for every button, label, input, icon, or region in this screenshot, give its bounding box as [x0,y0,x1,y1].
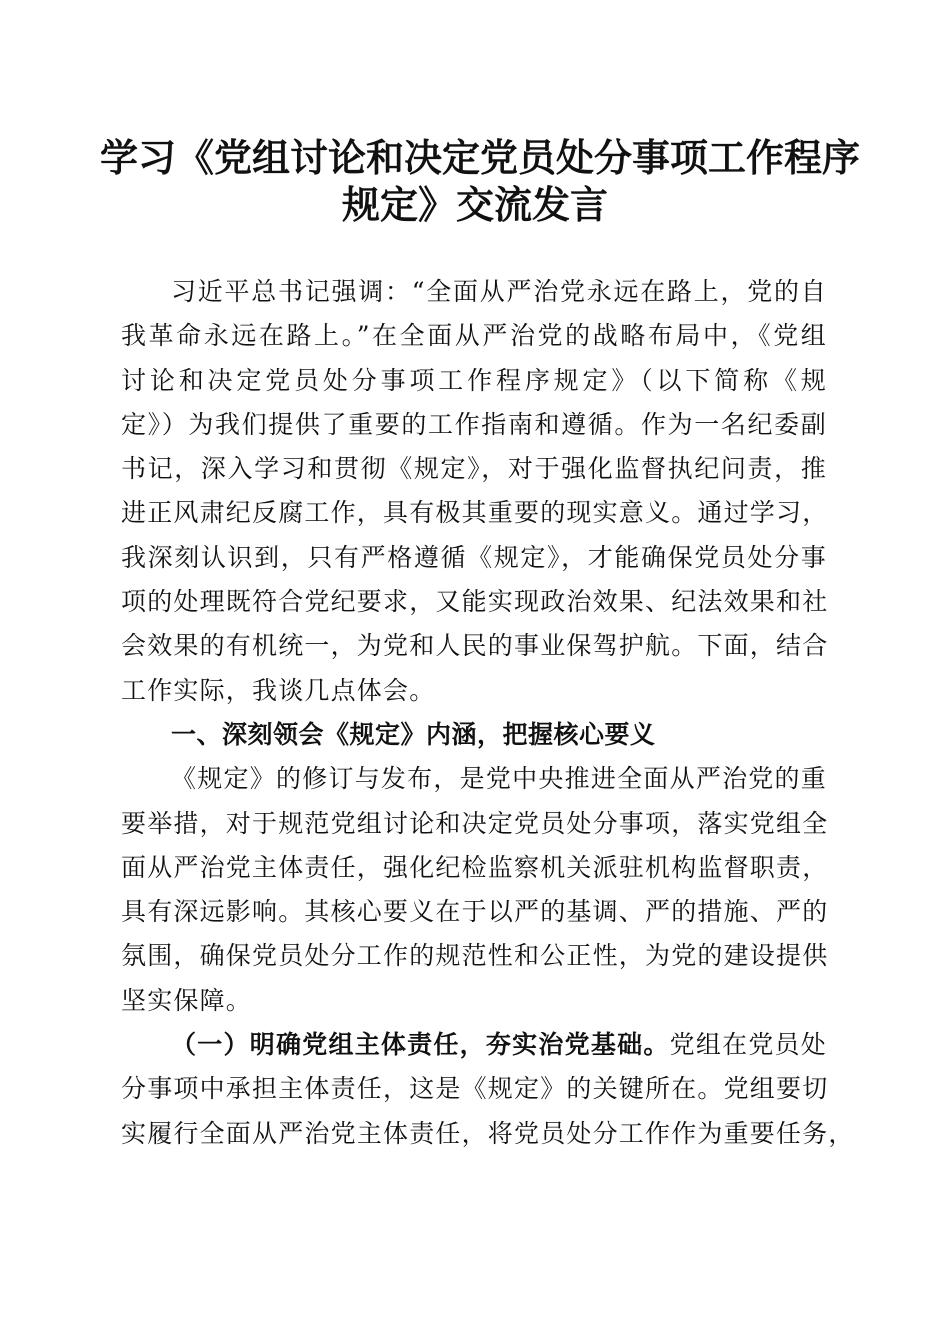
text-line: 氛围，确保党员处分工作的规范性和公正性，为党的建设提供 [121,941,829,971]
text-line: 面从严治党主体责任，强化纪检监察机关派驻机构监督职责， [121,852,829,882]
text-line: 分事项中承担主体责任，这是《规定》的关键所在。党组要切 [121,1074,829,1104]
subsection-heading-1: （一）明确党组主体责任，夯实治党基础。 [171,1030,670,1060]
paragraph-intro [121,270,827,713]
document-title-line-2: 规定》交流发言 [341,182,608,227]
text-line: 定》）为我们提供了重要的工作指南和遵循。作为一名纪委副 [121,409,827,439]
text-run: 党组在党员处 [669,1030,827,1060]
text-line: 习近平总书记强调：“全面从严治党永远在路上，党的自 [171,277,827,306]
text-line: 具有深远影响。其核心要义在于以严的基调、严的措施、严的 [121,897,829,927]
text-line: 工作实际，我谈几点体会。 [121,675,436,705]
paragraph-section-1 [121,757,827,1023]
text-line: 《规定》的修订与发布，是党中央推进全面从严治党的重 [171,764,827,794]
section-heading-1: 一、深刻领会《规定》内涵，把握核心要义 [171,719,656,749]
text-line: 书记，深入学习和贯彻《规定》，对于强化监督执纪问责，推 [121,454,827,484]
text-line: 会效果的有机统一，为党和人民的事业保驾护航。下面，结合 [121,631,829,661]
text-line: 项的处理既符合党纪要求，又能实现政治效果、纪法效果和社 [121,587,829,617]
text-line: 实履行全面从严治党主体责任，将党员处分工作作为重要任务， [121,1118,855,1148]
text-line [121,1023,827,1067]
document-title-line-1: 学习《党组讨论和决定党员处分事项工作程序 [100,135,861,180]
document-body [121,270,855,1156]
text-line: 讨论和决定党员处分事项工作程序规定》（以下简称《规 [121,365,827,395]
text-line: 进正风肃纪反腐工作，具有极其重要的现实意义。通过学习， [121,498,829,528]
paragraph-subsection-1 [121,1023,855,1156]
text-line: 我革命永远在路上。”在全面从严治党的战略布局中，《党组 [121,321,827,351]
text-line: 我深刻认识到，只有严格遵循《规定》，才能确保党员处分事 [121,542,827,572]
text-line: 要举措，对于规范党组讨论和决定党员处分事项，落实党组全 [121,808,829,838]
text-line: 坚实保障。 [121,985,253,1015]
